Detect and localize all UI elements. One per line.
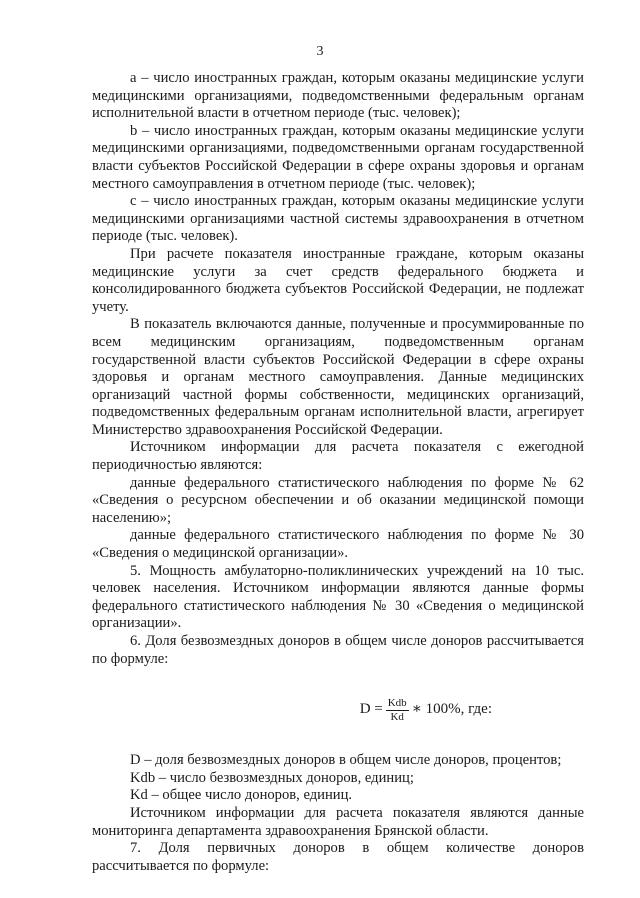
definition: D – доля безвозмездных доноров в общем числе доноров, процентов;: [130, 752, 562, 769]
formula-rhs: ∗ 100%, где:: [411, 701, 492, 718]
paragraph: Источником информации для расчета показателя с ежегодной периодичностью являются:: [92, 439, 584, 474]
paragraph: В показатель включаются данные, полученные и просуммированные по всем медицинским организациям, подведомственным органам государственной власти субъектов Российской Федерации в сфере охраны здоровья и органам местного самоуправления. Данные медицинских организаций частной формы собственности, медицинских организаций, подведомственных федеральным органам исполнительной власти, агрегирует Министерство здравоохранения Российской Федерации.: [92, 316, 584, 438]
paragraph: 6. Доля безвозмездных доноров в общем числе доноров рассчитывается по формуле:: [92, 633, 584, 667]
document-body: [92, 70, 584, 875]
formula-lhs: D =: [359, 701, 383, 718]
paragraph: 7. Доля первичных доноров в общем количестве доноров рассчитывается по формуле:: [92, 840, 584, 874]
definition: Kd – общее число доноров, единиц.: [130, 787, 353, 804]
paragraph: а – число иностранных граждан, которым оказаны медицинские услуги медицинскими организациями, подведомственными федеральным органам исполнительной власти в отчетном периоде (тыс. человек);: [92, 70, 584, 122]
paragraph: данные федерального статистического наблюдения по форме № 62 «Сведения о ресурсном обеспечении и об оказании медицинской помощи населению»;: [92, 474, 584, 526]
paragraph: 5. Мощность амбулаторно-поликлинических учреждений на 10 тыс. человек населения. Источником информации являются данные формы федерального статистического наблюдения № 30 «Сведения о медицинской организации».: [92, 562, 584, 632]
paragraph: b – число иностранных граждан, которым оказаны медицинские услуги медицинскими организациями, подведомственными органам государственной власти субъектов Российской Федерации в сфере охраны здоровья и органам местного самоуправления в отчетном периоде (тыс. человек);: [92, 122, 584, 192]
paragraph: c – число иностранных граждан, которым оказаны медицинские услуги медицинскими организациями частной системы здравоохранения в отчетном периоде (тыс. человек).: [92, 193, 584, 245]
formula: [92, 692, 584, 728]
paragraph: При расчете показателя иностранные граждане, которым оказаны медицинские услуги за счет средств федерального бюджета и консолидированного бюджета субъектов Российской Федерации, не подлежат учету.: [92, 245, 584, 315]
page-number: 3: [316, 44, 324, 59]
paragraph: данные федерального статистического наблюдения по форме № 30 «Сведения о медицинской организации».: [92, 527, 584, 562]
definition: Kdb – число безвозмездных доноров, единиц;: [130, 769, 414, 786]
formula-numerator: Kdb: [387, 696, 407, 709]
formula-denominator: Kd: [390, 710, 404, 723]
paragraph: Источником информации для расчета показателя являются данные мониторинга департамента здравоохранения Брянской области.: [92, 804, 584, 839]
formula-fraction: [386, 697, 409, 724]
